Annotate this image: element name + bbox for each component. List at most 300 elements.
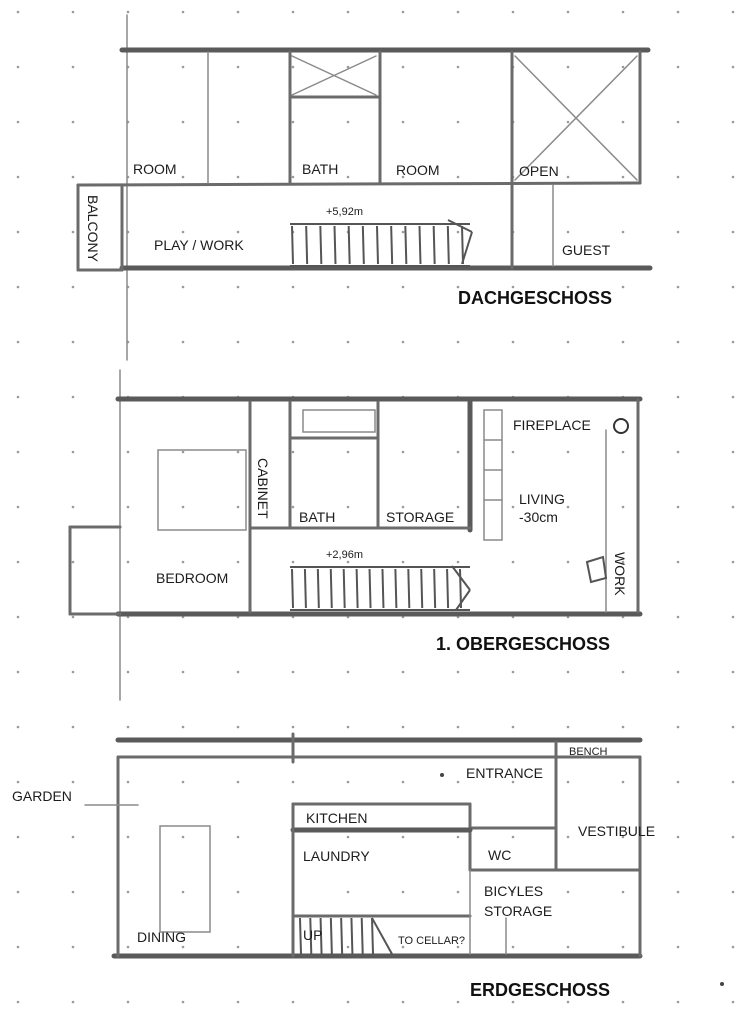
grid-dot xyxy=(17,561,20,564)
grid-dot xyxy=(72,451,75,454)
grid-dot xyxy=(402,836,405,839)
grid-dot xyxy=(347,286,350,289)
grid-dot xyxy=(457,1001,460,1004)
grid-dot xyxy=(347,506,350,509)
stair-tread xyxy=(405,226,406,264)
grid-dot xyxy=(622,121,625,124)
grid-dot xyxy=(732,781,735,784)
grid-dot xyxy=(622,66,625,69)
stair-tread xyxy=(306,226,307,264)
stair-tread xyxy=(382,569,383,608)
grid-dot xyxy=(402,1001,405,1004)
grid-dot xyxy=(237,286,240,289)
grid-dot xyxy=(677,66,680,69)
level-label: -30cm xyxy=(519,509,558,525)
grid-dot xyxy=(677,561,680,564)
grid-dot xyxy=(237,121,240,124)
stair-tread xyxy=(448,226,449,264)
grid-dot xyxy=(732,891,735,894)
stair-arrow xyxy=(456,590,470,610)
grid-dot xyxy=(512,726,515,729)
stair-tread xyxy=(363,226,364,264)
room-label: STORAGE xyxy=(484,903,553,919)
room-label: VESTIBULE xyxy=(578,823,656,839)
grid-dot xyxy=(677,726,680,729)
room-label: UP xyxy=(303,927,323,943)
grid-dot xyxy=(182,946,185,949)
grid-dot xyxy=(512,11,515,14)
grid-dot xyxy=(457,451,460,454)
grid-dot xyxy=(237,946,240,949)
grid-dot xyxy=(402,506,405,509)
grid-dot xyxy=(17,176,20,179)
grid-dot xyxy=(732,121,735,124)
room-label: ROOM xyxy=(396,162,440,178)
grid-dot xyxy=(237,891,240,894)
grid-dot xyxy=(72,506,75,509)
grid-dot xyxy=(182,726,185,729)
room-label: TO CELLAR? xyxy=(398,935,466,947)
room-label: BICYLES xyxy=(484,883,544,899)
grid-dot xyxy=(17,396,20,399)
grid-dot xyxy=(237,781,240,784)
grid-dot xyxy=(17,121,20,124)
floor-plan-obergeschoss xyxy=(70,370,640,700)
grid-dot xyxy=(402,66,405,69)
grid-dot xyxy=(457,66,460,69)
stair-tread xyxy=(300,918,301,954)
grid-dot xyxy=(457,781,460,784)
stair-tread xyxy=(434,226,435,264)
grid-dot xyxy=(567,341,570,344)
grid-dot xyxy=(622,781,625,784)
grid-dot xyxy=(347,891,350,894)
grid-dot xyxy=(72,231,75,234)
grid-dot xyxy=(677,836,680,839)
stair-tread xyxy=(362,918,363,954)
stair-tread xyxy=(370,569,371,608)
grid-dot xyxy=(622,506,625,509)
grid-dot xyxy=(72,781,75,784)
grid-dot xyxy=(677,451,680,454)
grid-dot xyxy=(237,451,240,454)
grid-dot xyxy=(457,561,460,564)
grid-dot xyxy=(237,176,240,179)
grid-dot xyxy=(127,506,130,509)
grid-dot xyxy=(732,836,735,839)
grid-dot xyxy=(182,781,185,784)
room-label: DINING xyxy=(137,929,186,945)
stair-tread xyxy=(372,918,373,954)
stair-tread xyxy=(331,569,332,608)
grid-dot xyxy=(237,506,240,509)
bathtub xyxy=(303,410,375,432)
grid-dot xyxy=(182,176,185,179)
grid-dot xyxy=(677,286,680,289)
stair-tread xyxy=(377,226,378,264)
grid-dot xyxy=(732,451,735,454)
grid-dot xyxy=(182,341,185,344)
grid-dot xyxy=(72,396,75,399)
stair-tread xyxy=(391,226,392,264)
grid-dot xyxy=(622,671,625,674)
grid-dot xyxy=(72,11,75,14)
stair-tread xyxy=(421,569,422,608)
stair-tread xyxy=(408,569,409,608)
grid-dot xyxy=(182,891,185,894)
grid-dot xyxy=(72,176,75,179)
grid-dot xyxy=(732,561,735,564)
grid-dot xyxy=(402,561,405,564)
grid-dot xyxy=(677,121,680,124)
stair-tread xyxy=(351,918,352,954)
work-chair xyxy=(587,557,606,582)
room-label: BATH xyxy=(302,161,339,177)
grid-dot xyxy=(402,11,405,14)
floor-title: 1. OBERGESCHOSS xyxy=(436,634,611,654)
grid-dot xyxy=(512,506,515,509)
grid-dot xyxy=(622,176,625,179)
stove-icon xyxy=(614,419,628,433)
grid-dot xyxy=(567,671,570,674)
room-label: PLAY / WORK xyxy=(154,237,244,253)
grid-dot xyxy=(292,176,295,179)
grid-dot xyxy=(182,121,185,124)
grid-dot xyxy=(677,781,680,784)
grid-dot xyxy=(732,286,735,289)
grid-dot xyxy=(292,506,295,509)
marker-dot xyxy=(720,982,724,986)
grid-dot xyxy=(182,1001,185,1004)
grid-dot xyxy=(292,781,295,784)
grid-dot xyxy=(402,341,405,344)
grid-dot xyxy=(677,891,680,894)
grid-dot xyxy=(347,341,350,344)
staircase xyxy=(290,220,472,266)
grid-dot xyxy=(677,671,680,674)
grid-dot xyxy=(347,451,350,454)
grid-dot xyxy=(17,231,20,234)
level-label: +2,96m xyxy=(326,549,363,561)
grid-dot xyxy=(622,891,625,894)
grid-dot xyxy=(127,836,130,839)
grid-dot xyxy=(17,451,20,454)
grid-dot xyxy=(732,396,735,399)
grid-dot xyxy=(72,726,75,729)
grid-dot xyxy=(127,561,130,564)
grid-dot xyxy=(17,891,20,894)
grid-dot xyxy=(347,561,350,564)
room-label: LIVING xyxy=(519,491,565,507)
grid-dot xyxy=(292,11,295,14)
room-label: WC xyxy=(488,847,512,863)
grid-dot xyxy=(402,286,405,289)
grid-dot xyxy=(17,286,20,289)
grid-dot xyxy=(622,341,625,344)
grid-dot xyxy=(292,1001,295,1004)
grid-dot xyxy=(622,726,625,729)
room-label: CABINET xyxy=(255,458,271,519)
stair-arrow xyxy=(372,918,392,954)
stair-treads xyxy=(292,569,461,608)
fireplace-block xyxy=(484,410,502,540)
grid-dot xyxy=(292,726,295,729)
grid-dot xyxy=(622,1001,625,1004)
grid-dot xyxy=(677,1001,680,1004)
grid-dot xyxy=(127,891,130,894)
room-label: GUEST xyxy=(562,242,611,258)
room-label: GARDEN xyxy=(12,788,72,804)
stair-arrow xyxy=(448,220,472,232)
grid-dot xyxy=(677,176,680,179)
grid-dot xyxy=(512,946,515,949)
grid-dot xyxy=(567,451,570,454)
grid-dot xyxy=(402,726,405,729)
room-label: FIREPLACE xyxy=(513,417,591,433)
grid-dot xyxy=(622,451,625,454)
stair-tread xyxy=(420,226,421,264)
grid-dot xyxy=(567,506,570,509)
room-label: LAUNDRY xyxy=(303,848,370,864)
grid-dot xyxy=(457,891,460,894)
stair-tread xyxy=(318,569,319,608)
grid-dot xyxy=(347,946,350,949)
wall xyxy=(78,183,640,185)
stair-tread xyxy=(395,569,396,608)
grid-dot xyxy=(237,561,240,564)
grid-dot xyxy=(457,836,460,839)
grid-dot xyxy=(622,231,625,234)
grid-dot xyxy=(402,231,405,234)
grid-dot xyxy=(182,451,185,454)
grid-dot xyxy=(347,781,350,784)
stair-tread xyxy=(331,918,332,954)
grid-dot xyxy=(72,121,75,124)
grid-dot xyxy=(17,781,20,784)
grid-dot xyxy=(512,1001,515,1004)
grid-dot xyxy=(17,836,20,839)
grid-dot xyxy=(182,286,185,289)
grid-dot xyxy=(732,946,735,949)
floor-plan-dachgeschoss xyxy=(78,15,650,360)
grid-dot xyxy=(402,451,405,454)
grid-dot xyxy=(732,1001,735,1004)
grid-dot xyxy=(512,341,515,344)
stair-tread xyxy=(292,226,293,264)
grid-dot xyxy=(17,66,20,69)
grid-dot xyxy=(72,1001,75,1004)
grid-dot xyxy=(512,781,515,784)
grid-dot xyxy=(457,176,460,179)
grid-dot xyxy=(677,506,680,509)
grid-dot xyxy=(72,836,75,839)
grid-dot xyxy=(72,341,75,344)
grid-dot xyxy=(182,506,185,509)
grid-dot xyxy=(127,11,130,14)
grid-dot xyxy=(292,121,295,124)
grid-dot xyxy=(402,671,405,674)
grid-dot xyxy=(457,671,460,674)
grid-dot xyxy=(237,836,240,839)
grid-dot xyxy=(567,1001,570,1004)
grid-dot xyxy=(182,671,185,674)
grid-dot xyxy=(237,671,240,674)
grid-dot xyxy=(457,726,460,729)
stair-tread xyxy=(335,226,336,264)
grid-dot xyxy=(732,11,735,14)
grid-dot xyxy=(237,66,240,69)
grid-dot xyxy=(567,781,570,784)
floor-title: DACHGESCHOSS xyxy=(458,288,613,308)
grid-dot xyxy=(567,11,570,14)
stair-tread xyxy=(292,569,293,608)
grid-dot xyxy=(347,176,350,179)
grid-dot xyxy=(512,671,515,674)
room-label: BEDROOM xyxy=(156,570,229,586)
grid-dot xyxy=(72,946,75,949)
room-label: ENTRANCE xyxy=(466,765,544,781)
grid-dot xyxy=(347,671,350,674)
grid-dot xyxy=(677,616,680,619)
room-label: OPEN xyxy=(519,163,559,179)
grid-dot xyxy=(732,506,735,509)
stair-tread xyxy=(434,569,435,608)
grid-dot xyxy=(622,286,625,289)
grid-dot xyxy=(237,231,240,234)
grid-dot xyxy=(292,451,295,454)
grid-dot xyxy=(292,671,295,674)
grid-dot xyxy=(127,726,130,729)
stair-tread xyxy=(349,226,350,264)
room-label: ROOM xyxy=(133,161,177,177)
grid-dot xyxy=(677,11,680,14)
grid-dot xyxy=(72,891,75,894)
room-label: BATH xyxy=(299,509,336,525)
grid-dot xyxy=(732,671,735,674)
grid-dot xyxy=(457,231,460,234)
grid-dot xyxy=(17,506,20,509)
grid-dot xyxy=(347,836,350,839)
grid-dot xyxy=(72,66,75,69)
grid-dot xyxy=(17,341,20,344)
grid-dot xyxy=(17,671,20,674)
grid-dot xyxy=(182,836,185,839)
grid-dot xyxy=(677,946,680,949)
grid-dot xyxy=(457,11,460,14)
grid-dot xyxy=(457,341,460,344)
grid-dot xyxy=(732,176,735,179)
grid-dot xyxy=(17,1001,20,1004)
level-label: +5,92m xyxy=(326,206,363,218)
room-label: KITCHEN xyxy=(306,810,368,826)
grid-dot xyxy=(347,1001,350,1004)
stair-tread xyxy=(344,569,345,608)
grid-dot xyxy=(72,671,75,674)
grid-dot xyxy=(677,341,680,344)
grid-dot xyxy=(512,451,515,454)
grid-dot xyxy=(512,836,515,839)
grid-dot xyxy=(17,11,20,14)
grid-dot xyxy=(732,341,735,344)
grid-dot xyxy=(622,946,625,949)
grid-dot xyxy=(347,726,350,729)
grid-dot xyxy=(17,946,20,949)
grid-dot xyxy=(182,231,185,234)
grid-dot xyxy=(457,121,460,124)
grid-dot xyxy=(402,781,405,784)
dot-grid xyxy=(17,11,735,1004)
grid-dot xyxy=(127,1001,130,1004)
grid-dot xyxy=(402,891,405,894)
grid-dot xyxy=(567,726,570,729)
grid-dot xyxy=(182,66,185,69)
grid-dot xyxy=(292,561,295,564)
grid-dot xyxy=(237,1001,240,1004)
grid-dot xyxy=(732,66,735,69)
grid-dot xyxy=(567,891,570,894)
grid-dot xyxy=(622,11,625,14)
grid-dot xyxy=(127,671,130,674)
grid-dot xyxy=(237,11,240,14)
room-label: BALCONY xyxy=(85,195,101,262)
grid-dot xyxy=(72,616,75,619)
grid-dot xyxy=(732,726,735,729)
grid-dot xyxy=(292,286,295,289)
grid-dot xyxy=(402,121,405,124)
grid-dot xyxy=(567,836,570,839)
grid-dot xyxy=(567,231,570,234)
stair-tread xyxy=(320,226,321,264)
grid-dot xyxy=(127,451,130,454)
grid-dot xyxy=(72,561,75,564)
grid-dot xyxy=(237,341,240,344)
grid-dot xyxy=(567,121,570,124)
stair-tread xyxy=(357,569,358,608)
grid-dot xyxy=(17,616,20,619)
grid-dot xyxy=(292,341,295,344)
grid-dot xyxy=(17,726,20,729)
grid-dot xyxy=(567,66,570,69)
floor-title: ERDGESCHOSS xyxy=(470,980,611,1000)
grid-dot xyxy=(292,66,295,69)
grid-dot xyxy=(567,946,570,949)
grid-dot xyxy=(677,231,680,234)
grid-dot xyxy=(127,781,130,784)
room-label: BENCH xyxy=(569,746,608,758)
grid-dot xyxy=(182,11,185,14)
marker-dot xyxy=(440,773,444,777)
stair-treads xyxy=(292,226,463,264)
grid-dot xyxy=(732,616,735,619)
grid-dot xyxy=(457,506,460,509)
grid-dot xyxy=(347,121,350,124)
grid-dot xyxy=(512,561,515,564)
dining-table xyxy=(160,826,210,932)
stair-tread xyxy=(341,918,342,954)
floor-plan-erdgeschoss xyxy=(12,734,724,1000)
grid-dot xyxy=(182,561,185,564)
grid-dot xyxy=(567,561,570,564)
grid-dot xyxy=(72,286,75,289)
staircase xyxy=(290,566,470,610)
grid-dot xyxy=(237,726,240,729)
room-label: WORK xyxy=(612,552,628,596)
grid-dot xyxy=(567,176,570,179)
bed xyxy=(158,450,246,530)
stair-tread xyxy=(447,569,448,608)
grid-dot xyxy=(347,11,350,14)
grid-dot xyxy=(677,396,680,399)
